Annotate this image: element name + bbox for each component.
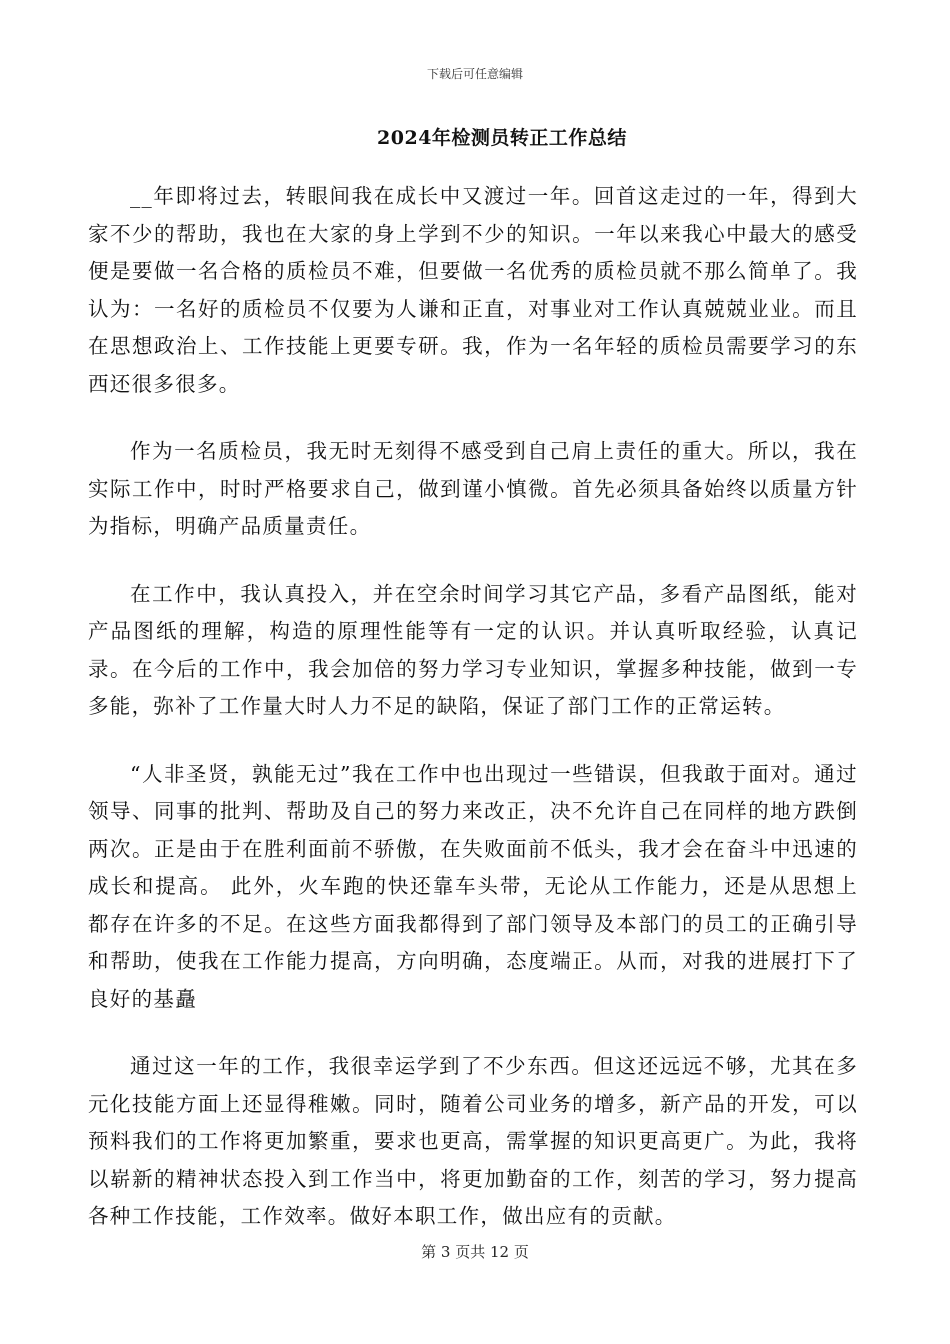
document-body xyxy=(88,178,858,1266)
page-number-footer: 第 3 页共 12 页 xyxy=(421,1243,529,1261)
page-header-note: 下载后可任意编辑 xyxy=(426,67,523,81)
document-title: 2024年检测员转正工作总结 xyxy=(377,127,627,149)
paragraph-2: 作为一名质检员，我无时无刻得不感受到自己肩上责任的重大。所以，我在实际工作中，时时严格要求自己，做到谨小慎微。首先必须具备始终以质量方针为指标，明确产品质量责任。 xyxy=(88,439,858,538)
paragraph-4: “人非圣贤，孰能无过”我在工作中也出现过一些错误，但我敢于面对。通过领导、同事的批判、帮助及自己的努力来改正，决不允许自己在同样的地方跌倒两次。正是由于在胜利面前不骄傲，在失败面前不低头，我才会在奋斗中迅速的成长和提高。 此外，火车跑的快还靠车头带，无论从工作能力，还是从思想上都存在许多的不足。在这些方面我都得到了部门领导及本部门的员工的正确引导和帮助，使我在工作能力提高，方向明确，态度端正。从而，对我的进展打下了良好的基矗 xyxy=(88,761,858,1011)
paragraph-5: 通过这一年的工作，我很幸运学到了不少东西。但这还远远不够，尤其在多元化技能方面上还显得稚嫩。同时，随着公司业务的增多，新产品的开发，可以预料我们的工作将更加繁重，要求也更高，需掌握的知识更高更广。为此，我将以崭新的精神状态投入到工作当中，将更加勤奋的工作，刻苦的学习，努力提高各种工作技能，工作效率。做好本职工作，做出应有的贡献。 xyxy=(88,1054,858,1228)
paragraph-1: __年即将过去，转眼间我在成长中又渡过一年。回首这走过的一年，得到大家不少的帮助，我也在大家的身上学到不少的知识。一年以来我心中最大的感受便是要做一名合格的质检员不难，但要做一名优秀的质检员就不那么简单了。我认为：一名好的质检员不仅要为人谦和正直，对事业对工作认真兢兢业业。而且在思想政治上、工作技能上更要专研。我，作为一名年轻的质检员需要学习的东西还很多很多。 xyxy=(88,184,858,396)
paragraph-3: 在工作中，我认真投入，并在空余时间学习其它产品，多看产品图纸，能对产品图纸的理解，构造的原理性能等有一定的认识。并认真听取经验，认真记录。在今后的工作中，我会加倍的努力学习专业知识，掌握多种技能，做到一专多能，弥补了工作量大时人力不足的缺陷，保证了部门工作的正常运转。 xyxy=(88,581,858,718)
